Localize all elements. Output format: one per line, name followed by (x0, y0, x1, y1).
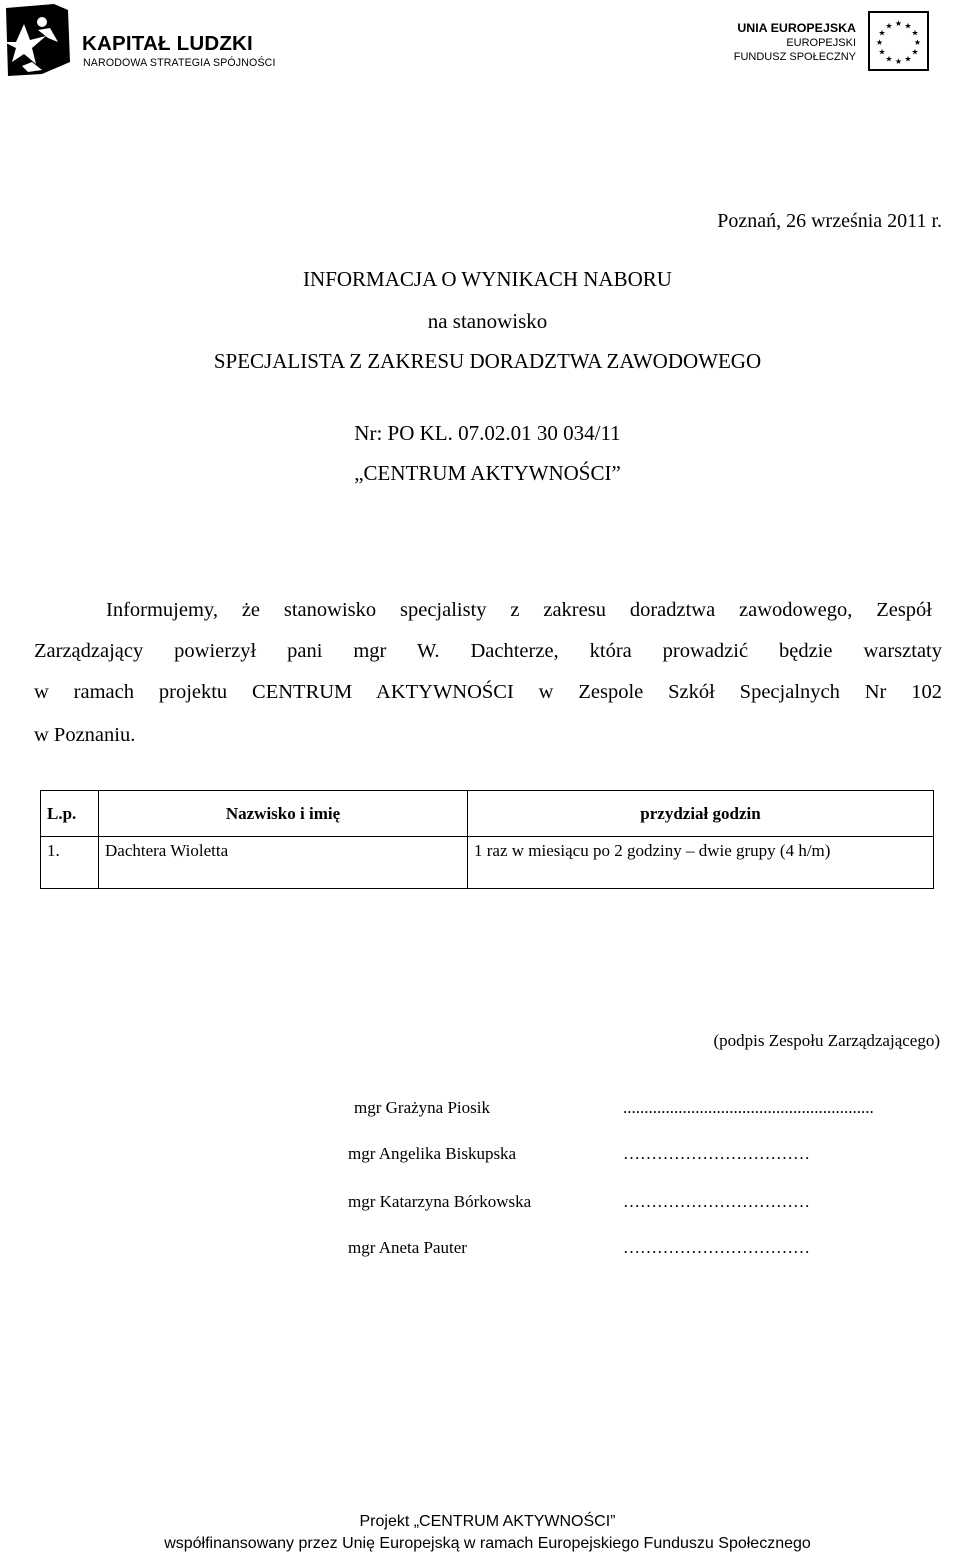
signature-line: …………………………… (623, 1238, 810, 1257)
title-position-name: SPECJALISTA Z ZAKRESU DORADZTWA ZAWODOWEGO (213, 349, 762, 373)
eu-logo-line2: EUROPEJSKI (786, 37, 856, 49)
eu-logo-line3: FUNDUSZ SPOŁECZNY (733, 51, 856, 63)
kapital-ludzki-figures-icon (2, 2, 74, 78)
cell-name: Dachtera Wioletta (99, 837, 468, 889)
table-header-row (41, 791, 934, 837)
cell-lp: 1. (41, 837, 99, 889)
title-reference-number: Nr: PO KL. 07.02.01 30 034/11 (354, 421, 621, 445)
cell-hours: 1 raz w miesiącu po 2 godziny – dwie grupy (4 h/m) (468, 837, 934, 889)
document-title: INFORMACJA O WYNIKACH NABORU (303, 267, 672, 291)
kapital-ludzki-logo (2, 2, 292, 78)
logo-title: KAPITAŁ LUDZKI (82, 32, 253, 55)
svg-text:★: ★ (894, 19, 903, 28)
svg-text:★: ★ (911, 28, 919, 38)
body-line-2: Zarządzający powierzył pani mgr W. Dachterze, która prowadzić będzie warsztaty (34, 640, 942, 662)
header-hours: przydział godzin (468, 791, 934, 837)
signatory-name: mgr Aneta Pauter (348, 1238, 467, 1257)
signatory-name: mgr Grażyna Piosik (354, 1098, 490, 1117)
results-table (40, 790, 934, 889)
svg-text:★: ★ (875, 38, 884, 47)
svg-text:★: ★ (911, 47, 919, 57)
body-line-4: w Poznaniu. (34, 724, 136, 746)
table-row (41, 837, 934, 889)
eu-flag-icon (868, 11, 929, 71)
svg-text:★: ★ (904, 54, 912, 64)
eu-logo-line1: UNIA EUROPEJSKA (737, 21, 856, 35)
footer-project: Projekt „CENTRUM AKTYWNOŚCI” (359, 1513, 616, 1530)
header-name: Nazwisko i imię (99, 791, 468, 837)
title-project-name: „CENTRUM AKTYWNOŚCI” (354, 461, 621, 485)
signature-line: ........................................................... (623, 1098, 874, 1117)
svg-text:★: ★ (913, 38, 922, 47)
signatory-name: mgr Katarzyna Bórkowska (348, 1192, 532, 1211)
footer-funding: współfinansowany przez Unię Europejską w ramach Europejskiego Funduszu Społecznego (164, 1535, 811, 1552)
svg-text:★: ★ (894, 57, 903, 66)
svg-text:★: ★ (878, 47, 886, 57)
svg-text:★: ★ (885, 54, 893, 64)
signatory-name: mgr Angelika Biskupska (348, 1144, 517, 1163)
header-lp: L.p. (41, 791, 99, 837)
signature-line: …………………………… (623, 1192, 810, 1211)
svg-text:★: ★ (878, 28, 886, 38)
logo-subtitle: NARODOWA STRATEGIA SPÓJNOŚCI (83, 57, 276, 69)
signature-line: …………………………… (623, 1144, 810, 1163)
document-date: Poznań, 26 września 2011 r. (717, 210, 942, 232)
svg-text:★: ★ (885, 21, 893, 31)
body-line-1: Informujemy, że stanowisko specjalisty z zakresu doradztwa zawodowego, Zespół (106, 599, 932, 621)
signature-caption: (podpis Zespołu Zarządzającego) (713, 1031, 940, 1050)
body-line-3: w ramach projektu CENTRUM AKTYWNOŚCI w Zespole Szkół Specjalnych Nr 102 (34, 681, 942, 703)
svg-text:★: ★ (904, 21, 912, 31)
title-position-label: na stanowisko (427, 309, 548, 333)
